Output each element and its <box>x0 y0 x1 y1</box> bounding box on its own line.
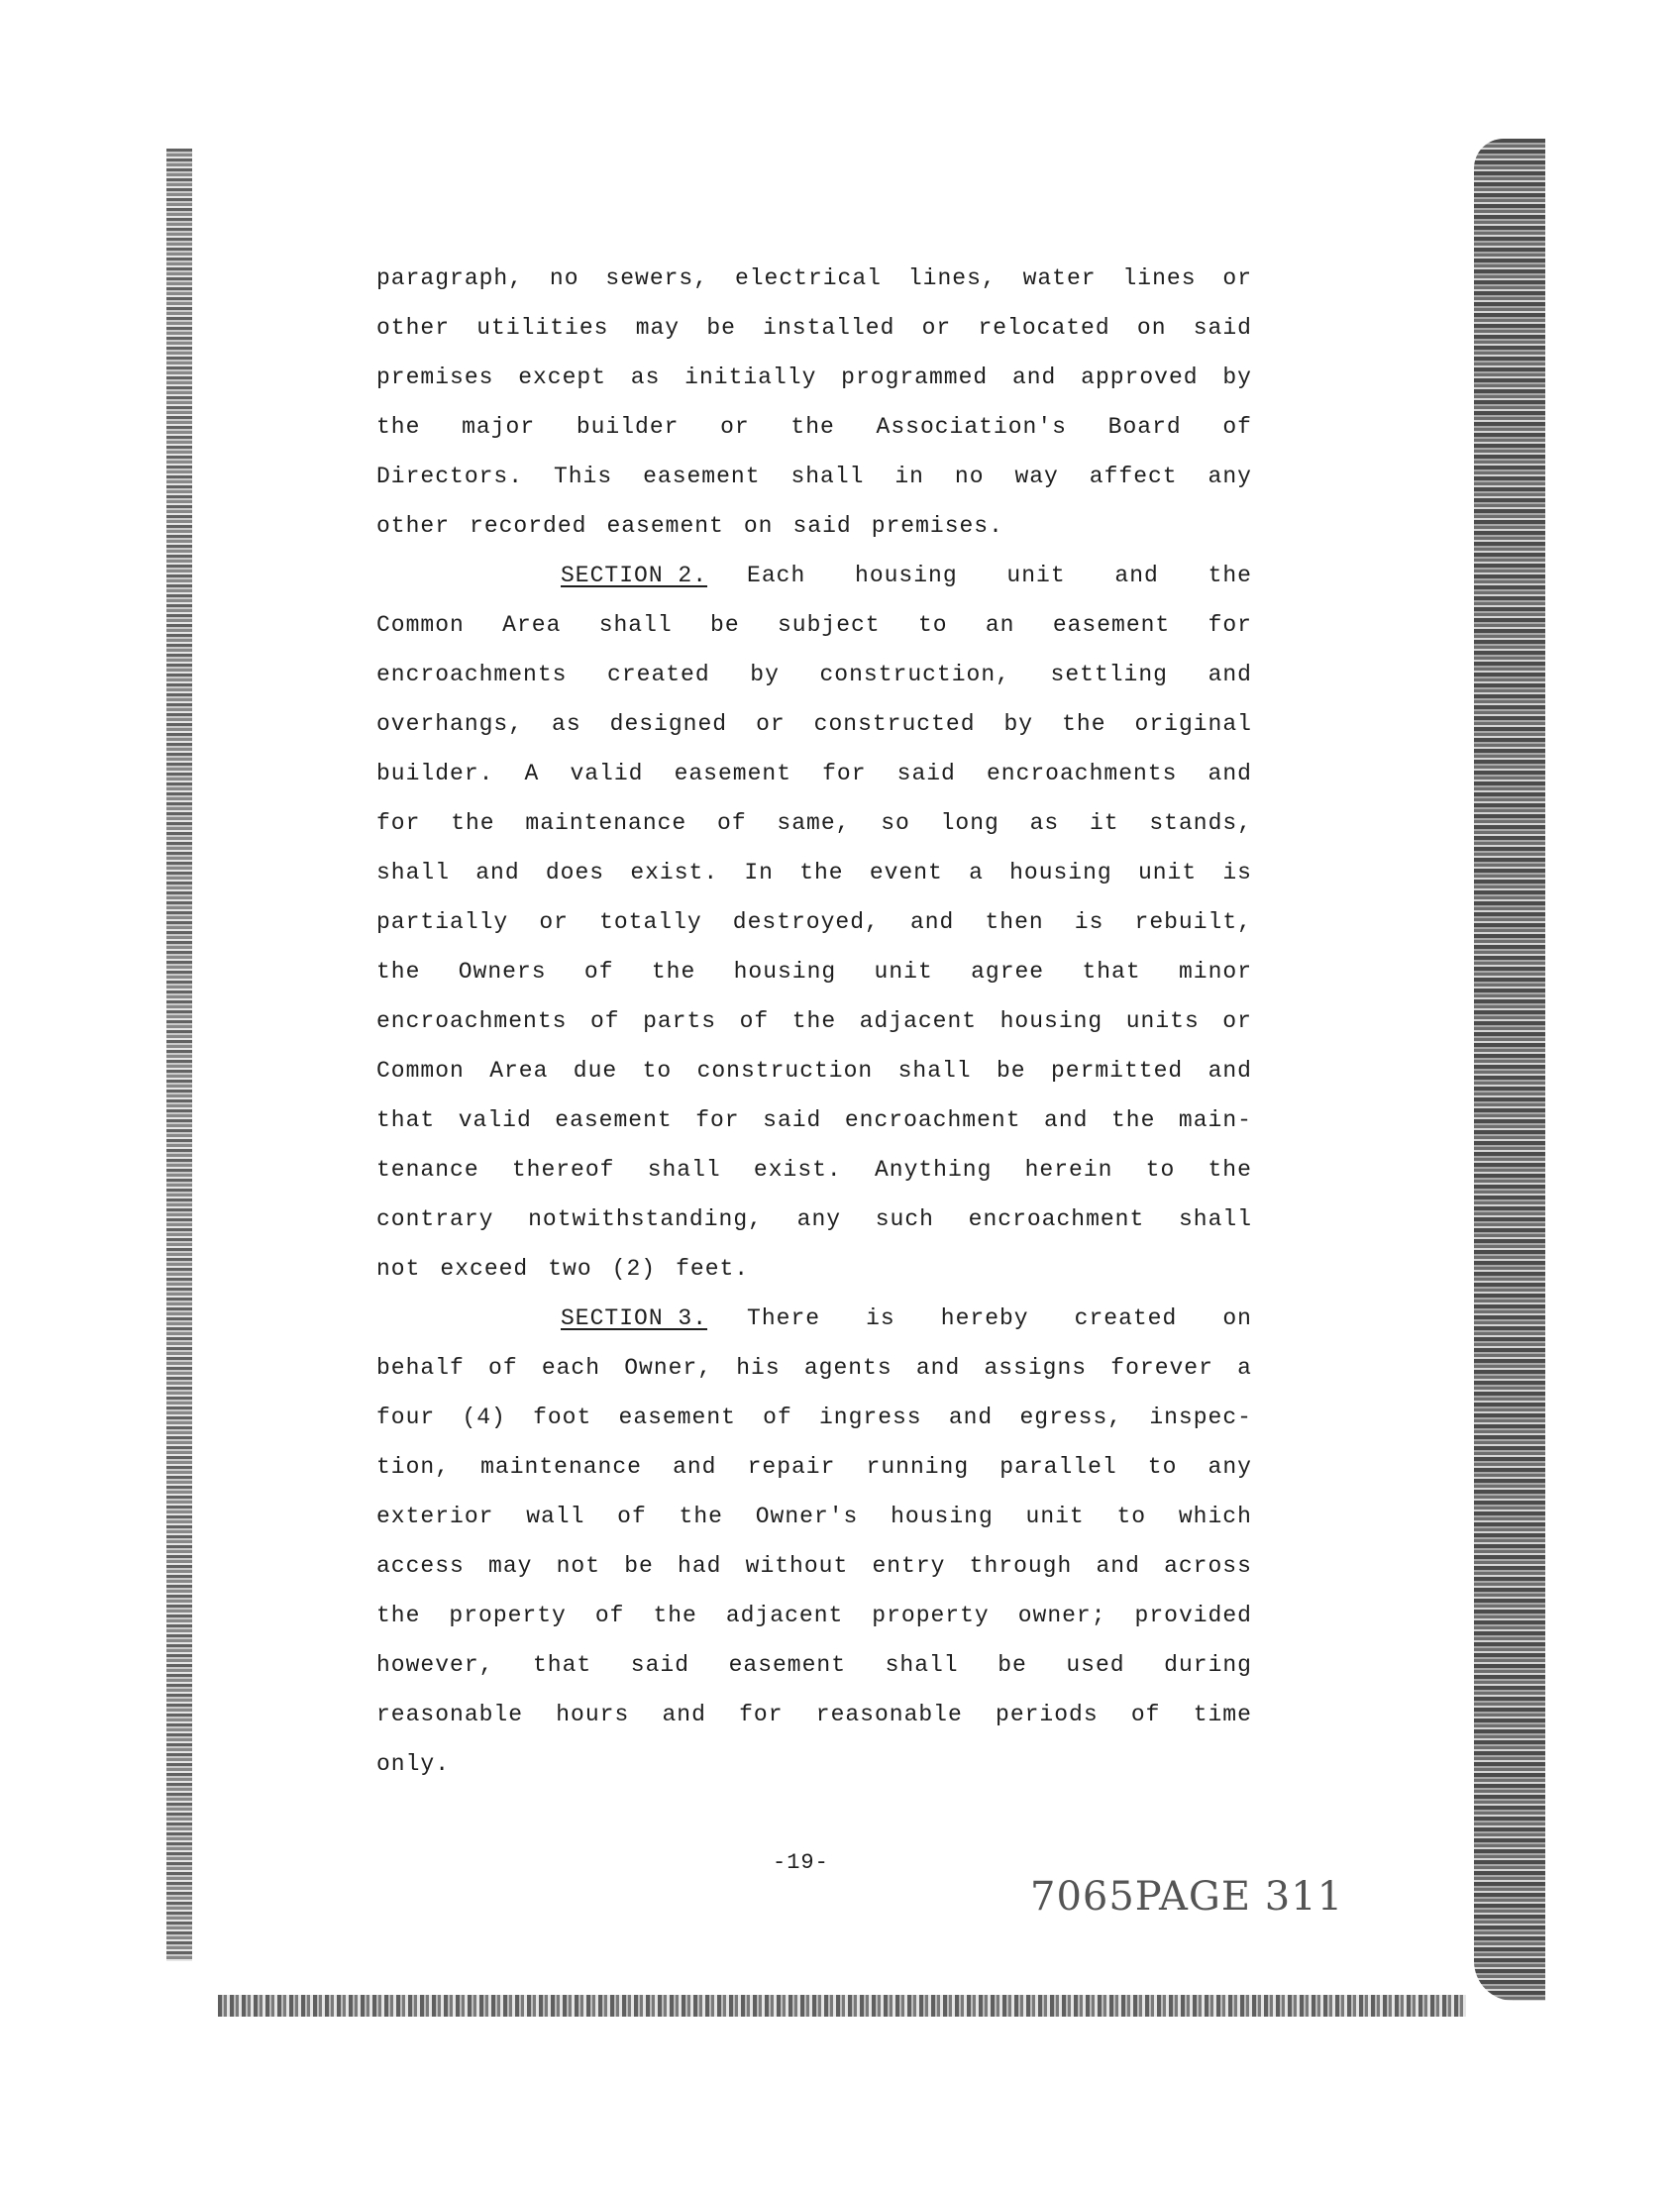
document-page <box>376 265 1252 1801</box>
text-line: premises except as initially programmed and approved by <box>376 364 1252 390</box>
text-line: reasonable hours and for reasonable periods of time <box>376 1702 1252 1727</box>
text-line: however, that said easement shall be used during <box>376 1652 1252 1678</box>
text-line: encroachments created by construction, settling and <box>376 662 1252 687</box>
text-line: other utilities may be installed or relocated on said <box>376 315 1252 341</box>
text-line: paragraph, no sewers, electrical lines, water lines or <box>376 265 1252 291</box>
text-line: tion, maintenance and repair running parallel to any <box>376 1454 1252 1480</box>
text-line: tenance thereof shall exist. Anything herein to the <box>376 1157 1252 1183</box>
section-2 <box>376 563 1252 1305</box>
recording-stamp: 7065PAGE 311 <box>1030 1874 1344 1920</box>
section-heading: SECTION 3. <box>561 1305 708 1331</box>
text-line: overhangs, as designed or constructed by the original <box>376 711 1252 737</box>
section-first-text: Each housing unit and the <box>747 563 1252 588</box>
scan-edge-left <box>166 149 192 1961</box>
section-heading: SECTION 2. <box>561 563 708 588</box>
intro-paragraph <box>376 265 1252 563</box>
text-line: Directors. This easement shall in no way affect any <box>376 464 1252 489</box>
text-line: partially or totally destroyed, and then is rebuilt, <box>376 909 1252 935</box>
text-line: builder. A valid easement for said encroachments and <box>376 761 1252 786</box>
text-line: shall and does exist. In the event a housing unit is <box>376 860 1252 885</box>
text-line: only. <box>376 1751 451 1777</box>
text-line: access may not be had without entry through and across <box>376 1553 1252 1579</box>
scan-edge-bottom <box>218 1995 1466 2017</box>
text-line: for the maintenance of same, so long as it stands, <box>376 810 1252 836</box>
text-line: the property of the adjacent property owner; provided <box>376 1603 1252 1628</box>
text-line: not exceed two (2) feet. <box>376 1256 750 1282</box>
text-line: Common Area shall be subject to an easement for <box>376 612 1252 638</box>
section-first-line <box>376 1305 1252 1355</box>
section-first-text: There is hereby created on <box>747 1305 1252 1331</box>
text-line: that valid easement for said encroachment and the main- <box>376 1107 1252 1133</box>
scan-edge-right <box>1474 139 1545 2001</box>
page-number: -19- <box>773 1850 829 1875</box>
section-3 <box>376 1305 1252 1801</box>
text-line: encroachments of parts of the adjacent housing units or <box>376 1008 1252 1034</box>
section-first-line <box>376 563 1252 612</box>
text-line: other recorded easement on said premises. <box>376 513 1003 539</box>
text-line: Common Area due to construction shall be permitted and <box>376 1058 1252 1084</box>
text-line: the major builder or the Association's Board of <box>376 414 1252 440</box>
text-line: behalf of each Owner, his agents and assigns forever a <box>376 1355 1252 1381</box>
text-line: four (4) foot easement of ingress and egress, inspec- <box>376 1405 1252 1430</box>
text-line: contrary notwithstanding, any such encroachment shall <box>376 1206 1252 1232</box>
text-line: the Owners of the housing unit agree that minor <box>376 959 1252 985</box>
text-line: exterior wall of the Owner's housing unit to which <box>376 1504 1252 1529</box>
